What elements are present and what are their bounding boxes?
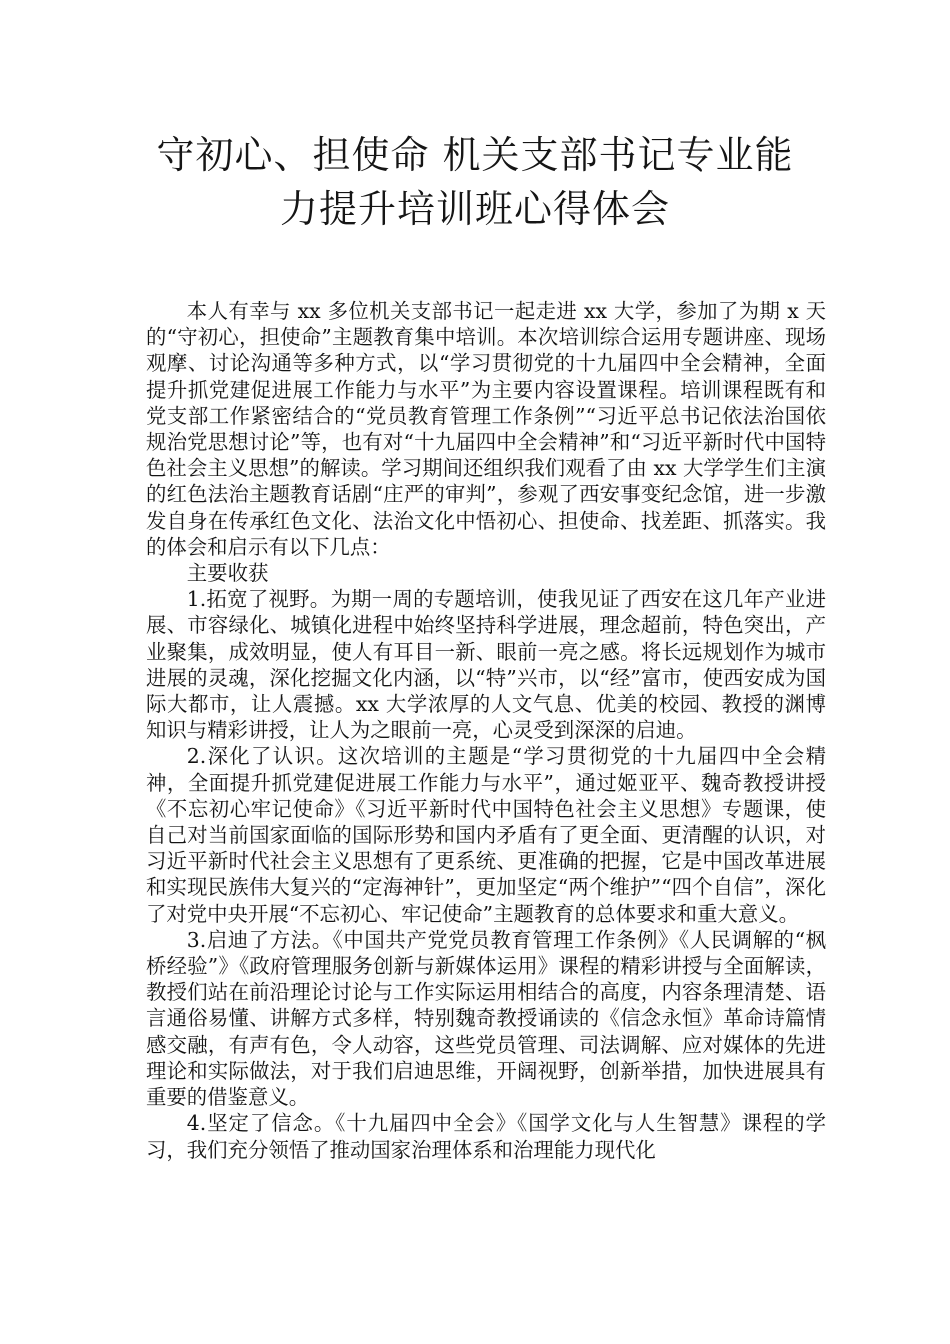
title-line-1: 守初心、担使命 机关支部书记专业能 (156, 133, 794, 177)
paragraph-intro: 本人有幸与 xx 多位机关支部书记一起走进 xx 大学，参加了为期 x 天的“守初心，担使命”主题教育集中培训。本次培训综合运用专题讲座、现场观摩、讨论沟通等多种方式，以“学习贯彻党的十九届四中全会精神，全面提升抓党建促进展工作能力与水平”为主要内容设置课程。培训课程既有和党支部工作紧密结合的“党员教育管理工作条例”“习近平总书记依法治国依规治党思想讨论”等，也有对“十九届四中全会精神”和“习近平新时代中国特色社会主义思想”的解读。学习期间还组织我们观看了由 xx 大学学生们主演的红色法治主题教育话剧“庄严的审判”，参观了西安事变纪念馆，进一步激发自身在传承红色文化、法治文化中悟初心、担使命、找差距、抓落实。我的体会和启示有以下几点： (146, 299, 826, 559)
paragraph-point-4: 4.坚定了信念。《十九届四中全会》《国学文化与人生智慧》课程的学习，我们充分领悟了推动国家治理体系和治理能力现代化 (146, 1111, 826, 1162)
paragraph-point-1: 1.拓宽了视野。为期一周的专题培训，使我见证了西安在这几年产业进展、市容绿化、城镇化进程中始终坚持科学进展，理念超前，特色突出，产业聚集，成效明显，使人有耳目一新、眼前一亮之感。将长远规划作为城市进展的灵魂，深化挖掘文化内涵，以“特”兴市，以“经”富市，使西安成为国际大都市，让人震撼。xx 大学浓厚的人文气息、优美的校园、教授的渊博知识与精彩讲授，让人为之眼前一亮，心灵受到深深的启迪。 (146, 587, 826, 743)
paragraph-point-2: 2.深化了认识。这次培训的主题是“学习贯彻党的十九届四中全会精神，全面提升抓党建促进展工作能力与水平”，通过姬亚平、魏奇教授讲授《不忘初心牢记使命》《习近平新时代中国特色社会主义思想》专题课，使自己对当前国家面临的国际形势和国内矛盾有了更全面、更清醒的认识，对习近平新时代社会主义思想有了更系统、更准确的把握，它是中国改革进展和实现民族伟大复兴的“定海神针”，更加坚定“两个维护”“四个自信”，深化了对党中央开展“不忘初心、牢记使命”主题教育的总体要求和重大意义。 (146, 744, 826, 926)
paragraph-point-3: 3.启迪了方法。《中国共产党党员教育管理工作条例》《人民调解的“枫桥经验”》《政府管理服务创新与新媒体运用》课程的精彩讲授与全面解读，教授们站在前沿理论讨论与工作实际运用相结合的高度，内容条理清楚、语言通俗易懂、讲解方式多样，特别魏奇教授诵读的《信念永恒》革命诗篇情感交融，有声有色，令人动容，这些党员管理、司法调解、应对媒体的先进理论和实际做法，对于我们启迪思维，开阔视野，创新举措，加快进展具有重要的借鉴意义。 (146, 927, 826, 1110)
title-line-2: 力提升培训班心得体会 (279, 187, 670, 231)
document-body (146, 298, 826, 1163)
document-title (80, 128, 870, 236)
section-heading-main-gains: 主要收获 (186, 561, 269, 586)
